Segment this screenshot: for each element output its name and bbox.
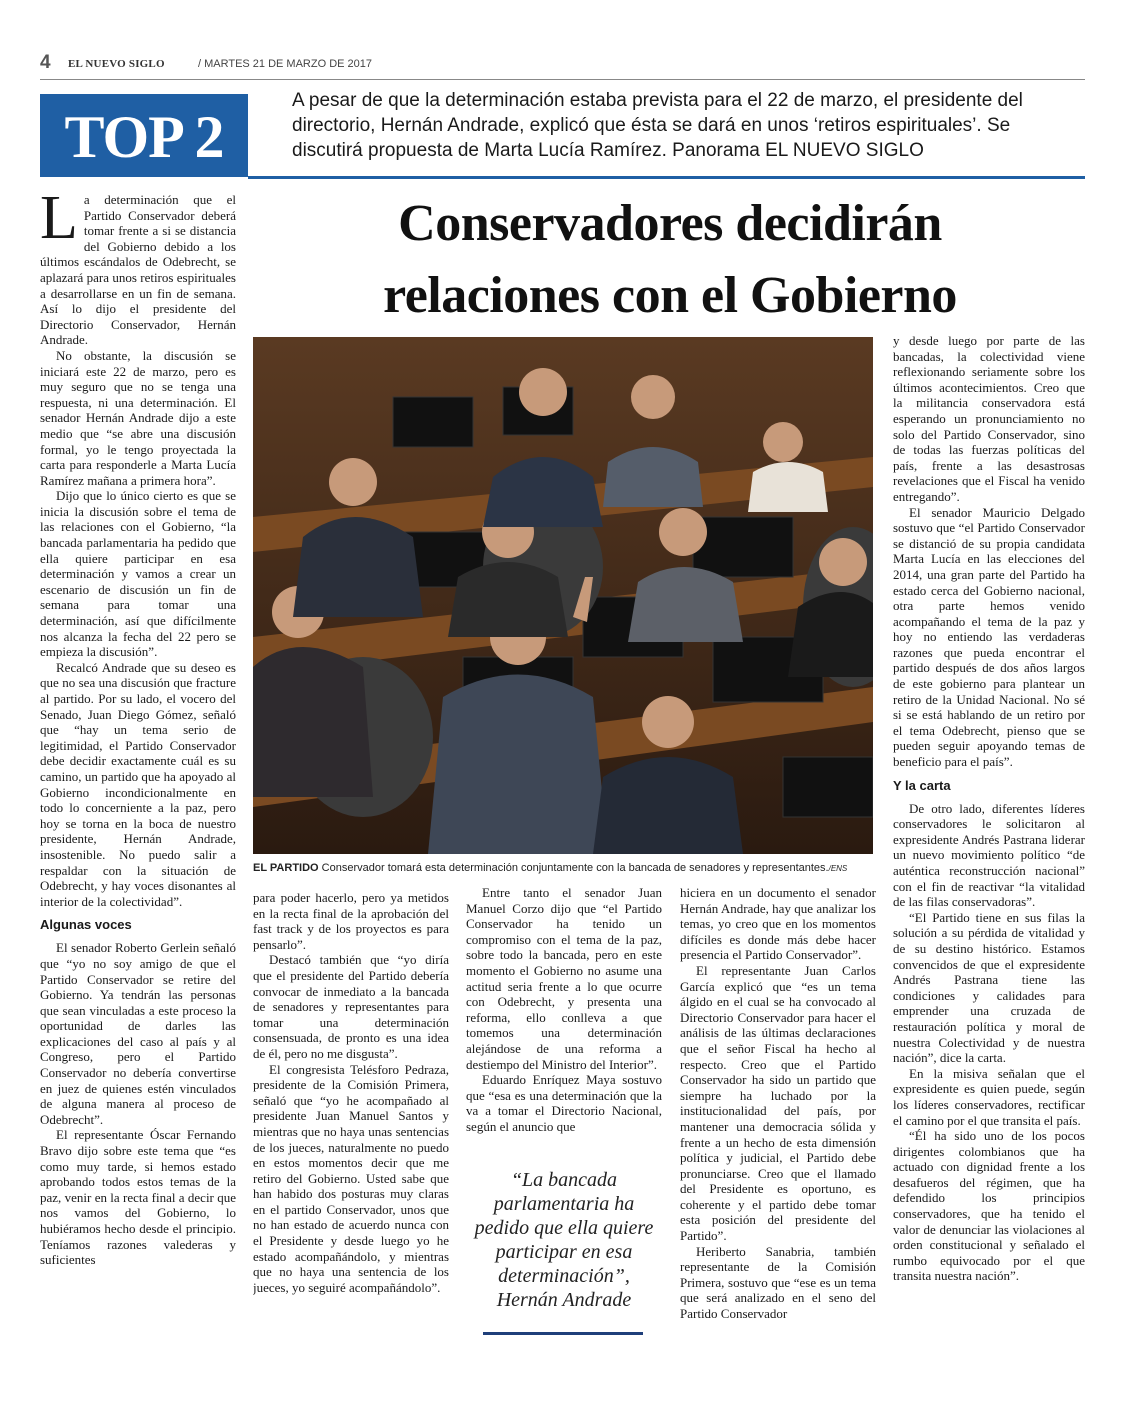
paragraph: El representante Juan Carlos García explicó que “es un tema álgido en el cual se ha convocado al Directorio Conservador para hacer el análisis de las últimas declaraciones que el señor Fiscal ha hecho al respecto. Creo que el Partido Conservador ha sido un partido que siempre ha luchado por la institucionalidad del país, por mantener una democracia sólida y frente a un hecho de esta dimensión política y judicial, el Partido debe pronunciarse. Creo que el llamado del Presidente es oportuno, es coherente y el partido debe tomar esta posición del presidente del Partido”. xyxy=(680,962,876,1244)
subhead-y-la-carta: Y la carta xyxy=(893,777,951,793)
section-divider xyxy=(248,176,1085,179)
headline xyxy=(255,188,1085,332)
senate-session-photo xyxy=(253,337,873,854)
paragraph: “Él ha sido uno de los pocos dirigentes colombianos que ha actuado con dignidad frente a los desafueros del régimen, que ha defendido los principios conservadores, que ha tenido el valor de denunciar las violaciones al orden constitucional y señalado el rumbo equivocado por el que transita nuestra nación”. xyxy=(893,1128,1085,1284)
paragraph: De otro lado, diferentes líderes conservadores le solicitaron al expresidente Andrés Pastrana liderar un nuevo movimiento político “de auténtica reconstrucción nacional” con el fin de reactivar “la vitalidad de las filas conservadoras”. xyxy=(893,800,1085,910)
article-column-3 xyxy=(466,885,662,1165)
paragraph: Heriberto Sanabria, también representante de la Comisión Primera, sostuvo que “ese es un tema que será analizado en el seno del Partido Conservador xyxy=(680,1243,876,1322)
article-column-1 xyxy=(40,192,236,1352)
headline-line-2: relaciones con el Gobierno xyxy=(383,267,957,324)
article-dek: A pesar de que la determinación estaba prevista para el 22 de marzo, el presidente del directorio, Hernán Andrade, explicó que ésta se dará en unos ‘retiros espirituales’. Se discutirá propuesta de Marta Lucía Ramírez. Panorama EL NUEVO SIGLO xyxy=(292,90,1023,161)
folio-bar xyxy=(40,50,1085,80)
paragraph: El congresista Telésforo Pedraza, presidente de la Comisión Primera, señaló que “yo he acompañado al presidente Juan Manuel Santos y mientras que no haya unas sentencias de los jueces, naturalmente no puedo en estos momentos decir que me retiro del Gobierno. Usted sabe que han habido dos posturas muy claras en el partido Conservador, unos que no han estado de acuerdo nunca con el Presidente y desde luego yo he estado acompañándolo, y mientras que no haya una sentencia de los jueces, yo seguiré acompañándolo”. xyxy=(253,1061,449,1295)
paragraph: Entre tanto el senador Juan Manuel Corzo dijo que “el Partido Conservador ha tenido un compromiso con el tema de la paz, sobre todo la bancada, pero en este momento el Gobierno no asume una actitud seria frente a lo que ocurre con Odebrecht, y presenta una reforma, ello conlleva a que tomemos una determinación alejándose de una reforma a destiempo del Ministro del Interior”. xyxy=(466,885,662,1072)
newspaper-name: EL NUEVO SIGLO xyxy=(68,58,165,70)
paragraph: El representante Óscar Fernando Bravo dijo sobre este tema que “es como muy tarde, si hemos estado aprobando todos estos temas de la paz, venir en la recta final a decir que nos vamos del Gobierno, lo hubiéramos hecho desde el principio. Teníamos razones valederas y suficientes xyxy=(40,1127,236,1268)
subhead-algunas-voces: Algunas voces xyxy=(40,917,132,933)
paragraph: para poder hacerlo, pero ya metidos en la recta final de la aprobación del fast track y de los proyectos es para pensarlo”. xyxy=(253,890,449,952)
drop-cap: L xyxy=(40,192,78,252)
headline-line-1: Conservadores decidirán xyxy=(398,195,942,252)
paragraph: No obstante, la discusión se iniciará este 22 de marzo, pero es muy seguro que no se tenga una respuesta, ni una determinación. El senador Hernán Andrade dijo a este medio que “se abre una discusión formal, yo le tengo proyectada la carta para responderle a Marta Lucía Ramírez mañana a primera hora”. xyxy=(40,347,236,488)
paragraph: En la misiva señalan que el expresidente es quien puede, según los líderes conservadores, rectificar el camino por el que transita el país. xyxy=(893,1065,1085,1128)
pull-quote-attribution: Hernán Andrade xyxy=(496,1289,632,1311)
caption-lead: EL PARTIDO xyxy=(253,862,319,874)
paragraph: Eduardo Enríquez Maya sostuvo que “esa es una determinación que la va a tomar el Directorio Nacional, según el anuncio que xyxy=(466,1072,662,1134)
pull-quote-rule xyxy=(483,1332,643,1335)
photo-credit: /ENS xyxy=(828,864,848,873)
paragraph: hiciera en un documento el senador Hernán Andrade, hay que analizar los temas, yo creo que en los momentos difíciles es donde más debe hacer presencia el Partido Conservador”. xyxy=(680,885,876,963)
section-label: TOP 2 xyxy=(40,94,248,177)
lead-paragraph: La determinación que el Partido Conservador deberá tomar frente a si se distancia del Gobierno debido a los últimos escándalos de Odebrecht, se aplazará para unos retiros espirituales a desarrollarse en un fin de semana. Así lo dijo el presidente del Directorio Conservador, Hernán Andrade. xyxy=(40,192,236,348)
page-number: 4 xyxy=(40,52,51,73)
article-column-2 xyxy=(253,890,449,1350)
paragraph: y desde luego por parte de las bancadas, la colectividad viene reflexionando seriamente sobre los últimos acontecimientos. Creo que la militancia conservadora está esperando un pronunciamiento no solo del Partido Conservador, sino de todas las fuerzas políticas del país, frente a las desastrosas revelaciones que el Fiscal ha venido entregando”. xyxy=(893,333,1085,504)
paragraph: Destacó también que “yo diría que el presidente del Partido debería convocar de inmediato a la bancada de senadores y representantes para tomar una determinación consensuada, de pronto es una idea de él, pero no me disgusta”. xyxy=(253,952,449,1061)
photo-caption: EL PARTIDO Conservador tomará esta determinación conjuntamente con la bancada de senadores y representantes./ENS xyxy=(253,862,848,874)
article-column-5 xyxy=(893,333,1085,1353)
pull-quote xyxy=(466,1168,662,1312)
paragraph: “El Partido tiene en sus filas la solución a su pérdida de vitalidad y de su destino histórico. Estamos convencidos de que el expresidente Andrés Pastrana tiene las condiciones y calidades para emprender una cruzada de restauración política y moral de nuestra Colectividad y de nuestra nación”, dice la carta. xyxy=(893,909,1085,1066)
paragraph: El senador Roberto Gerlein señaló que “yo no soy amigo de que el Partido Conservador se retire del Gobierno. Ya tendrán las personas que sean vinculadas a este proceso la oportunidad de darles las explicaciones del caso al país y al Congreso, pero el Partido Conservador no debería convertirse en juez de quienes estén vinculados de alguna manera al proceso de Odebrecht”. xyxy=(40,940,236,1127)
paragraph: Dijo que lo único cierto es que se inicia la discusión sobre el tema de las relaciones con el Gobierno, “la bancada parlamentaria ha pedido que ella quiere participar en esa determinación y vamos a crear un escenario de discusión un fin de semana para tomar una determinación, así que difícilmente nos alcanza la fecha del 22 pero se empieza la discusión”. xyxy=(40,488,236,660)
paragraph: Recalcó Andrade que su deseo es que no sea una discusión que fracture al partido. Por su lado, el vocero del Senado, Juan Diego Gómez, señaló que “hay un tema serio de legitimidad, el Partido Conservador debe decidir exactamente cuál es su camino, un partido que ha apoyado al Gobierno incondicionalmente en todo lo concerniente a la paz, pero hoy se torna en la boca de nuestro presidente, Hernán Andrade, insostenible. No puedo salir a respaldar con la situación de Odebrecht, y hay voces disonantes al interior de la colectividad”. xyxy=(40,659,236,909)
pull-quote-text: “La bancada parlamentaria ha pedido que ella quiere participar en esa determinación”, xyxy=(474,1169,654,1287)
issue-date: / MARTES 21 DE MARZO DE 2017 xyxy=(198,58,373,70)
paragraph: El senador Mauricio Delgado sostuvo que “el Partido Conservador se distanció de su propia candidata Marta Lucía en las elecciones del 2014, una gran parte del Partido ha estado cerca del Gobierno nacional, otra parte hemos venido acompañando el tema de la paz y hoy no entiendo las verdaderas razones que pueda encontrar el partido después de dos años largos de este gobierno para plantear un retiro de la Unidad Nacional. No sé si se está hablando de un retiro por el tema Odebrecht, pienso que se pueden seguir apoyando temas de beneficio para el país”. xyxy=(893,504,1085,770)
article-column-4 xyxy=(680,885,876,1350)
